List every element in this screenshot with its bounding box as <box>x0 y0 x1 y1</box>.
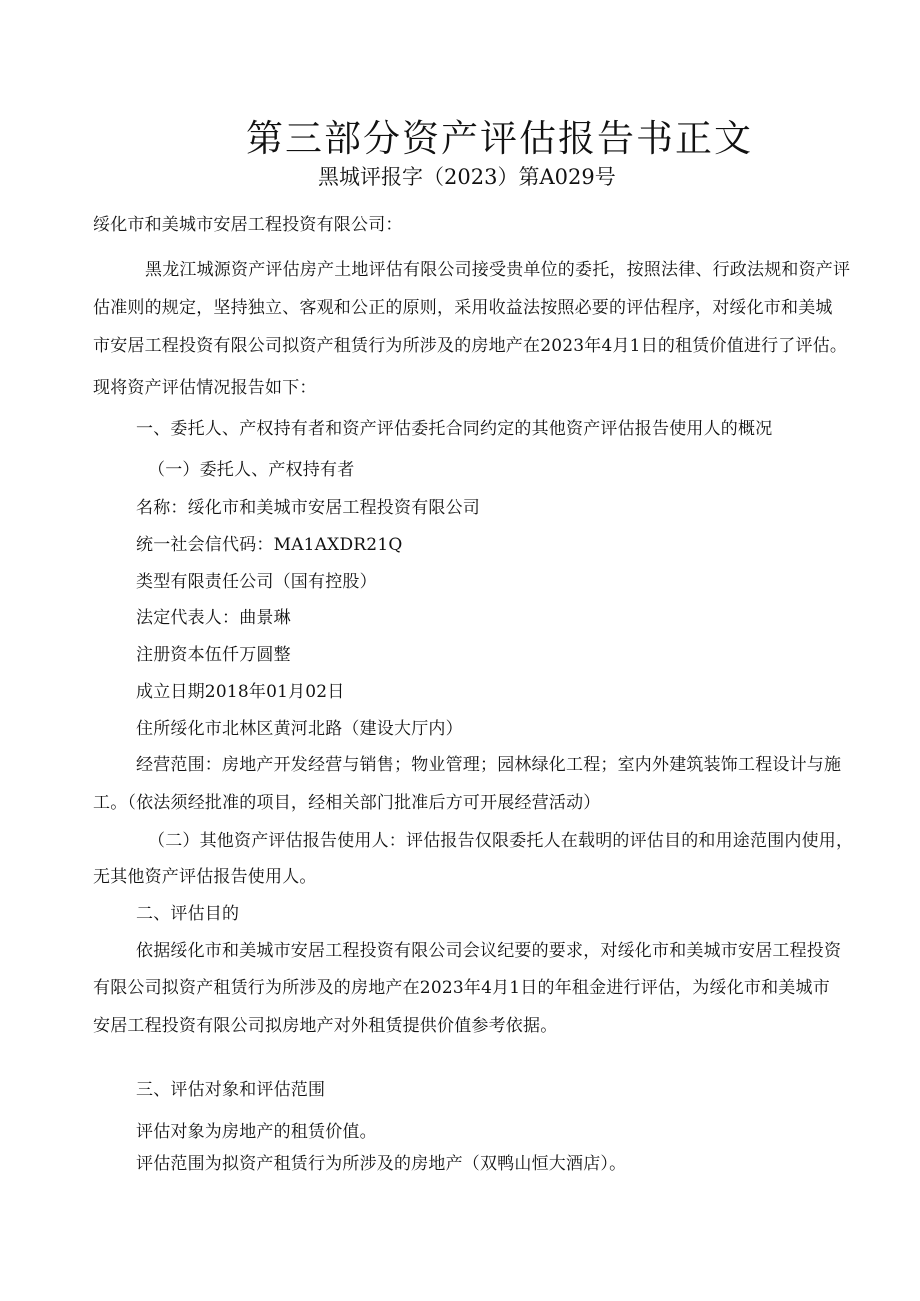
field-established-date: 成立日期2018年01月02日 <box>136 682 345 702</box>
section-2-line: 安居工程投资有限公司拟房地产对外租赁提供价值参考依据。 <box>93 1016 558 1036</box>
field-credit-code: 统一社会信代码：MA1AXDR21Q <box>136 535 403 555</box>
field-name: 名称：绥化市和美城市安居工程投资有限公司 <box>136 498 480 518</box>
section-2-heading: 二、评估目的 <box>136 904 240 924</box>
intro-line: 市安居工程投资有限公司拟资产租赁行为所涉及的房地产在2023年4月1日的租赁价值进行了评估。 <box>93 336 848 356</box>
field-legal-representative: 法定代表人：曲景琳 <box>136 608 291 628</box>
other-users-line: （二）其他资产评估报告使用人：评估报告仅限委托人在载明的评估目的和用途范围内使用， <box>148 831 854 851</box>
document-number: 黑城评报字（2023）第A029号 <box>318 165 616 189</box>
section-1-heading: 一、委托人、产权持有者和资产评估委托合同约定的其他资产评估报告使用人的概况 <box>136 419 773 439</box>
intro-line: 估准则的规定，坚持独立、客观和公正的原则，采用收益法按照必要的评估程序，对绥化市和美城 <box>93 298 833 318</box>
section-2-line: 依据绥化市和美城市安居工程投资有限公司会议纪要的要求，对绥化市和美城市安居工程投资 <box>136 941 842 961</box>
addressee: 绥化市和美城市安居工程投资有限公司： <box>93 215 403 235</box>
field-address: 住所绥化市北林区黄河北路（建设大厅内） <box>136 719 463 739</box>
field-registered-capital: 注册资本伍仟万圆整 <box>136 645 291 665</box>
section-3-line: 评估对象为房地产的租赁价值。 <box>136 1122 377 1142</box>
document-title: 第三部分资产评估报告书正文 <box>246 117 753 160</box>
section-2-line: 有限公司拟资产租赁行为所涉及的房地产在2023年4月1日的年租金进行评估，为绥化市和美城市 <box>93 978 830 998</box>
section-3-line: 评估范围为拟资产租赁行为所涉及的房地产（双鸭山恒大酒店）。 <box>136 1154 627 1174</box>
section-1-sub1-heading: （一）委托人、产权持有者 <box>148 460 355 480</box>
section-3-heading: 三、评估对象和评估范围 <box>136 1080 326 1100</box>
field-company-type: 类型有限责任公司（国有控股） <box>136 572 377 592</box>
business-scope-line: 经营范围：房地产开发经营与销售；物业管理；园林绿化工程；室内外建筑装饰工程设计与施 <box>136 755 842 775</box>
intro-line: 现将资产评估情况报告如下： <box>93 378 317 398</box>
business-scope-line: 工。（依法须经批准的项目，经相关部门批准后方可开展经营活动） <box>93 793 601 813</box>
intro-line: 黑龙江城源资产评估房产土地评估有限公司接受贵单位的委托，按照法律、行政法规和资产评 <box>145 260 851 280</box>
other-users-line: 无其他资产评估报告使用人。 <box>93 867 317 887</box>
